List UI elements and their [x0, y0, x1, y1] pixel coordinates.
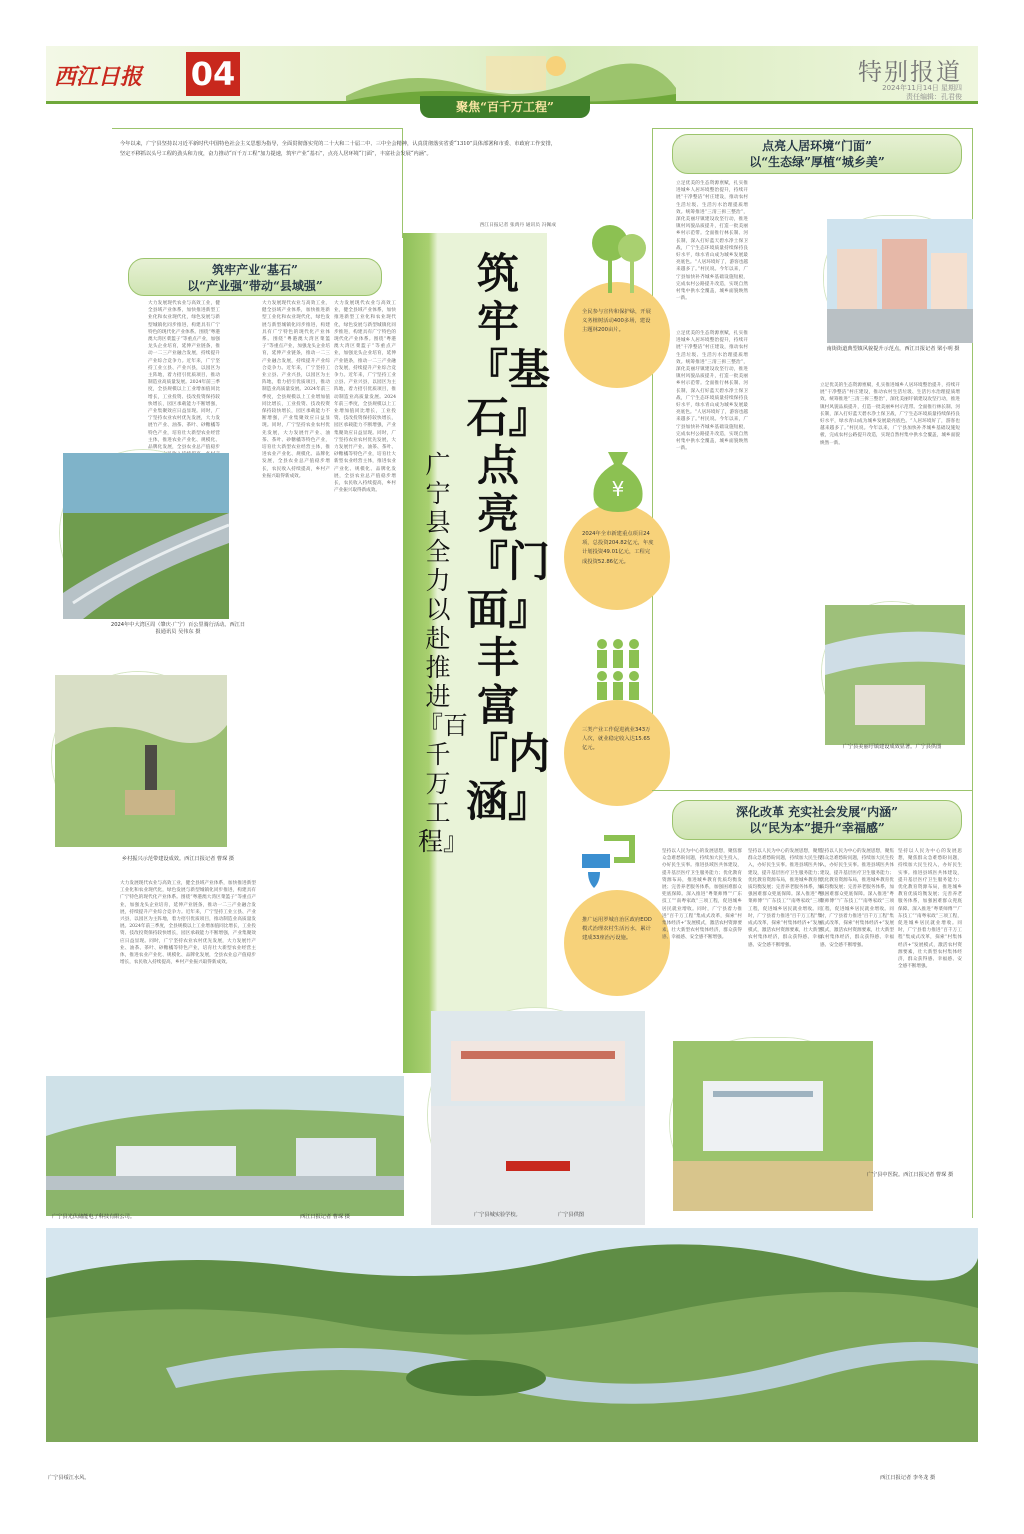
paper-logo: 西江日报 — [54, 64, 143, 90]
caption-factory: 广宁县光伏储能电子科技有限公司。 — [52, 1214, 136, 1220]
river-panorama-photo — [46, 1228, 978, 1442]
sub-headline: 广宁县全力以赴推进『百千万工程』 — [418, 450, 469, 856]
school-photo — [428, 1008, 642, 1222]
stat-key-projects — [564, 504, 670, 610]
caption-panorama: 广宁县绥江水风。 — [48, 1475, 90, 1481]
river-landscape-image — [46, 1228, 978, 1442]
intro-block — [120, 140, 556, 230]
caption-cycling: 2024年中大湾区周（肇庆·广宁）百公里骑行活动。西江日报通讯员 吴伟东 摄 — [110, 622, 246, 636]
theme-tag: 聚焦“百千万工程” — [420, 96, 590, 118]
cycling-road-image — [63, 453, 229, 619]
town-street-image — [827, 219, 973, 343]
village-photo — [52, 672, 224, 844]
right-section-2-heading — [672, 800, 962, 840]
village-tower-image — [55, 675, 227, 847]
stat-text: 全民参与宣传和保护绿，开展义务植树活动400多场，建设主题林200亩片。 — [582, 309, 651, 334]
right2-body-col3: 坚持以人民为中心的发展思想，聚焦群众急难愁盼问题，持续加大民生投入，办好民生实事。推进县域医共体建设，提升基层医疗卫生服务能力；优化教育资源布局，推进城乡教育优质均衡发展；完善养老服务体系，加强困难群众兜底保障。深入推进“粤菜师傅”“广东技工”“南粤家政”三项工程，促进城乡居民就业增收。同时，广宁县着力推进“百千万工程”集成式改革，探索“村集体经济+”发展模式，激活农村资源要素，壮大新型农村集体经济，群众获得感、幸福感、安全感不断增强。 — [820, 849, 894, 948]
hospital-photo — [670, 1038, 870, 1208]
frame-line — [652, 790, 972, 791]
cycling-event-photo — [60, 450, 226, 616]
right2-heading-line1: 深化改革 充实社会发展“内涵” — [736, 805, 898, 819]
money-bag-icon — [588, 444, 648, 514]
caption-school: 广宁县城实验学校。 — [474, 1212, 521, 1218]
factory-image — [46, 1076, 404, 1216]
editor-credit: 责任编辑：孔君俊 — [906, 93, 962, 101]
right1-body-col1: 立足优美的生态资源禀赋，扎实推进城乡人居环境整治提升，持续开展“干净整洁”村庄建设，推动农村生活垃圾、生活污水治理提质增效。统筹推进“三清三拆三整治”，深化美丽圩镇建设攻坚行动，推进镇村风貌品质提升，打造一批美丽乡村示范带。全面推行林长制、河长制，深入打好蓝天碧水净土保卫战，广宁生态环境质量持续保持良好水平，绿水青山成为城乡发展最亮底色。“人居环境好了，游客也越来越多了。”村民说。今年以来，广宁县加快补齐城乡基础设施短板，完成农村公路提升改造，实现自然村集中供水全覆盖，城乡面貌焕然一新。 — [676, 181, 748, 302]
right1-heading-line1: 点亮人居环境“门面” — [762, 139, 872, 153]
page-number: 04 — [186, 52, 240, 96]
caption-village: 乡村振兴示范带建设成效。西江日报记者 曹琛 摄 — [121, 856, 235, 862]
caption-school-credit: 广宁县供图 — [558, 1212, 584, 1218]
right2-heading-line2: 以“民为本”提升“幸福感” — [749, 821, 885, 835]
left-body-col4: 大力发展现代农业与高效工业，健全县域产业体系，加快推进新型工业化和农业现代化，绿色发展与新型城镇化同步推进，构建具有广宁特色的现代化产业体系。围绕“粤港澳大湾区菜篮子”等重点产业，加强龙头企业培育，延伸产业链条，推动一二三产业融合发展，持续提升产业综合竞争力。近年来，广宁坚持工业立县、产业兴县，以园区为主阵地，着力招引优质项目，推动制造业高质量发展。2024年前三季度，全县规模以上工业增加值同比增长，工业投资、技改投资保持较快增长，园区承载能力不断增强，产业集聚效应日益显现。同时，广宁坚持农业农村优先发展，大力发展竹产业、油茶、茶叶、砂糖橘等特色产业，培育壮大新型农业经营主体，推进农业产业化、规模化、品牌化发展，全县农业总产值稳步增长，农民收入持续提高，乡村产业振兴取得新成效。 — [120, 881, 256, 966]
intro-text: 今年以来，广宁县坚持以习近平新时代中国特色社会主义思想为指导，全面贯彻落实党的二十大和二十届二中、三中全会精神，认真贯彻落实省委“1310”具体部署和市委、市政府工作安排，坚定不移抓以头号工程的劲头和力度，奋力推动“百千万工程”加力提速，筑牢产业“基石”，点亮人居环境“门面”，丰富社会发展“内涵”。 — [120, 141, 556, 157]
right1-body-col2: 立足优美的生态资源禀赋，扎实推进城乡人居环境整治提升，持续开展“干净整洁”村庄建设，推动农村生活垃圾、生活污水治理提质增效。统筹推进“三清三拆三整治”，深化美丽圩镇建设攻坚行动，推进镇村风貌品质提升，打造一批美丽乡村示范带。全面推行林长制、河长制，深入打好蓝天碧水净土保卫战，广宁生态环境质量持续保持良好水平，绿水青山成为城乡发展最亮底色。“人居环境好了，游客也越来越多了。”村民说。今年以来，广宁县加快补齐城乡基础设施短板，完成农村公路提升改造，实现自然村集中供水全覆盖，城乡面貌焕然一新。 — [676, 331, 748, 452]
caption-town-river: 广宁县美丽圩镇建设成效显著。广宁县供图 — [842, 744, 942, 750]
left-body-col1: 大力发展现代农业与高效工业，健全县域产业体系，加快推进新型工业化和农业现代化，绿色发展与新型城镇化同步推进，构建具有广宁特色的现代化产业体系。围绕“粤港澳大湾区菜篮子”等重点产业，加强龙头企业培育，延伸产业链条，推动一二三产业融合发展，持续提升产业综合竞争力。近年来，广宁坚持工业立县、产业兴县，以园区为主阵地，着力招引优质项目，推动制造业高质量发展。2024年前三季度，全县规模以上工业增加值同比增长，工业投资、技改投资保持较快增长，园区承载能力不断增强，产业集聚效应日益显现。同时，广宁坚持农业农村优先发展，大力发展竹产业、油茶、茶叶、砂糖橘等特色产业，培育壮大新型农业经营主体，推进农业产业化、规模化、品牌化发展，全县农业总产值稳步 — [148, 301, 220, 451]
caption-panorama-credit: 西江日报记者 李冬龙 摄 — [880, 1475, 936, 1481]
left-body-col3: 大力发展现代农业与高效工业，健全县域产业体系，加快推进新型工业化和农业现代化，绿色发展与新型城镇化同步推进，构建具有广宁特色的现代化产业体系。围绕“粤港澳大湾区菜篮子”等重点产业，加强龙头企业培育，延伸产业链条，推动一二三产业融合发展，持续提升产业综合竞争力。近年来，广宁坚持工业立县、产业兴县，以园区为主阵地，着力招引优质项目，推动制造业高质量发展。2024年前三季度，全县规模以上工业增加值同比增长，工业投资、技改投资保持较快增长，园区承载能力不断增强，产业集聚效应日益显现。同时，广宁坚持农业农村优先发展，大力发展竹产业、油茶、茶叶、砂糖橘等特色产业，培育壮大新型农业经营主体，推进农业产业化、规模化、品牌化发展，全县农业总产值稳步增长，农民收入持续提高，乡村产业振兴取得新成效。 — [334, 301, 396, 494]
frame-line — [112, 128, 402, 129]
main-headline: 筑牢『基石』点亮『门面』丰富『内涵』 — [466, 249, 551, 826]
right1-body-col3: 立足优美的生态资源禀赋，扎实推进城乡人居环境整治提升，持续开展“干净整洁”村庄建设，推动农村生活垃圾、生活污水治理提质增效。统筹推进“三清三拆三整治”，深化美丽圩镇建设攻坚行动，推进镇村风貌品质提升，打造一批美丽乡村示范带。全面推行林长制、河长制，深入打好蓝天碧水净土保卫战，广宁生态环境质量持续保持良好水平，绿水青山成为城乡发展最亮底色。“人居环境好了，游客也越来越多了。”村民说。今年以来，广宁县加快补齐城乡基础设施短板，完成农村公路提升改造，实现自然村集中供水全覆盖，城乡面貌焕然一新。 — [820, 383, 960, 446]
left-heading-line1: 筑牢产业“基石” — [212, 263, 298, 277]
stat-text: 2024年全市新建重点项目24项，总投资204.82亿元，年度计划投资49.01亿元，工程完成投资52.86亿元。 — [582, 531, 654, 565]
right2-body-col2: 坚持以人民为中心的发展思想，聚焦群众急难愁盼问题，持续加大民生投入，办好民生实事。推进县域医共体建设，提升基层医疗卫生服务能力；优化教育资源布局，推进城乡教育优质均衡发展；完善养老服务体系，加强困难群众兜底保障。深入推进“粤菜师傅”“广东技工”“南粤家政”三项工程，促进城乡居民就业增收。同时，广宁县着力推进“百千万工程”集成式改革，探索“村集体经济+”发展模式，激活农村资源要素，壮大新型农村集体经济，群众获得感、幸福感、安全感不断增强。 — [748, 849, 822, 948]
town-river-photo — [822, 602, 962, 742]
stat-sewage — [564, 890, 670, 996]
water-tap-icon — [574, 832, 644, 896]
frame-line — [652, 128, 972, 129]
school-image — [431, 1011, 645, 1225]
left-section-heading — [128, 258, 382, 296]
right2-body-col4: 坚持以人民为中心的发展思想，聚焦群众急难愁盼问题，持续加大民生投入，办好民生实事。推进县域医共体建设，提升基层医疗卫生服务能力；优化教育资源布局，推进城乡教育优质均衡发展；完善养老服务体系，加强困难群众兜底保障。深入推进“粤菜师傅”“广东技工”“南粤家政”三项工程，促进城乡居民就业增收。同时，广宁县着力推进“百千万工程”集成式改革，探索“村集体经济+”发展模式，激活农村资源要素，壮大新型农村集体经济，群众获得感、幸福感、安全感不断增强。 — [898, 849, 962, 970]
people-icon — [592, 636, 654, 702]
svg-text:¥: ¥ — [611, 477, 625, 501]
hospital-image — [673, 1041, 873, 1211]
date-line — [882, 84, 962, 102]
caption-hospital: 广宁县中医院。西江日报记者 曹琛 摄 — [866, 1172, 954, 1178]
issue-date: 2024年11月14日 星期四 — [882, 84, 962, 92]
right2-body-col1: 坚持以人民为中心的发展思想，聚焦群众急难愁盼问题，持续加大民生投入，办好民生实事。推进县域医共体建设，提升基层医疗卫生服务能力；优化教育资源布局，推进城乡教育优质均衡发展；完善养老服务体系，加强困难群众兜底保障。深入推进“粤菜师傅”“广东技工”“南粤家政”三项工程，促进城乡居民就业增收。同时，广宁县着力推进“百千万工程”集成式改革，探索“村集体经济+”发展模式，激活农村资源要素，壮大新型农村集体经济，群众获得感、幸福感、安全感不断增强。 — [662, 849, 742, 941]
town-street-photo — [824, 216, 970, 340]
intro-credit: 西江日报记者 张禹丹 通讯员 冯佩成 — [479, 223, 556, 228]
caption-town-street: 南街街道典型镇风貌提升示范点，西江日报记者 梁小明 摄 — [826, 346, 960, 352]
right-section-1-heading — [672, 134, 962, 174]
left-body-col2: 大力发展现代农业与高效工业，健全县域产业体系，加快推进新型工业化和农业现代化，绿色发展与新型城镇化同步推进，构建具有广宁特色的现代化产业体系。围绕“粤港澳大湾区菜篮子”等重点产业，加强龙头企业培育，延伸产业链条，推动一二三产业融合发展，持续提升产业综合竞争力。近年来，广宁坚持工业立县、产业兴县，以园区为主阵地，着力招引优质项目，推动制造业高质量发展。2024年前三季度，全县规模以上工业增加值同比增长，工业投资、技改投资保持较快增长，园区承载能力不断增强，产业集聚效应日益显现。同时，广宁坚持农业农村优先发展，大力发展竹产业、油茶、茶叶、砂糖橘等特色产业，培育壮大新型农业经营主体，推进农业产业化、规模化、品牌化发展，全县农业总产值稳步增长，农民收入持续提高，乡村产业振兴取得新成效。 — [262, 301, 330, 479]
stat-text: 推广运用罗城自治区政府EOD模式治理农村生活污水，累计建成33座治污设施。 — [582, 917, 652, 942]
right1-heading-line2: 以“生态绿”厚植“城乡美” — [749, 155, 885, 169]
section-name: 特别报道 — [858, 58, 962, 86]
left-heading-line2: 以“产业强”带动“县域强” — [187, 279, 323, 293]
factory-photo — [46, 1076, 404, 1216]
town-river-image — [825, 605, 965, 745]
tree-icon — [590, 218, 650, 298]
stat-text: 三类产业工作促进就业343万人次，就业稳定收入达15.65亿元。 — [582, 727, 651, 752]
caption-factory-credit: 西江日报记者 曹琛 摄 — [300, 1214, 350, 1220]
